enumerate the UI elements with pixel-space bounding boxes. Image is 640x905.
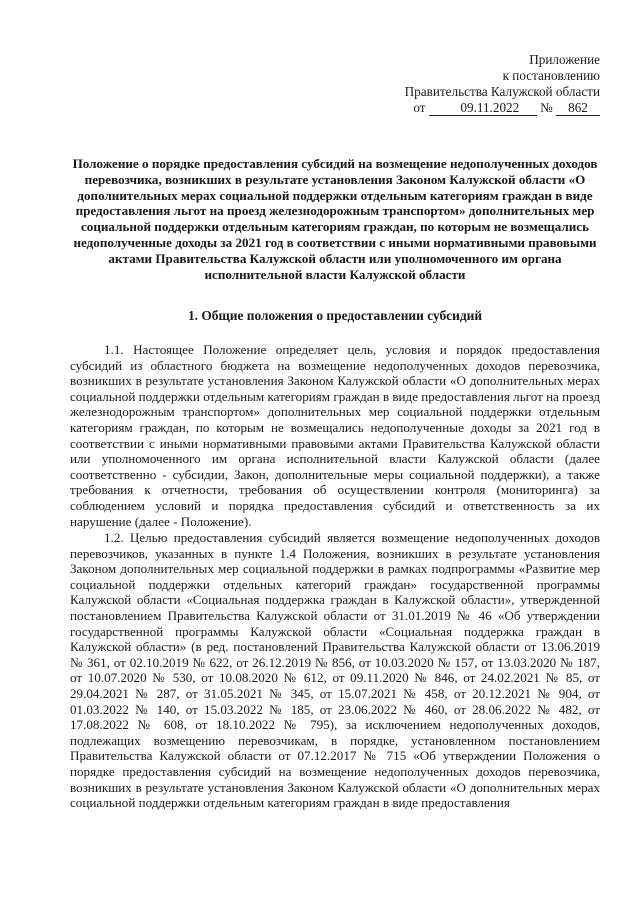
paragraph-1-1: 1.1. Настоящее Положение определяет цель, условия и порядок предоставления субсидий из областного бюджета на возмещение недополученных доходов перевозчика, возникших в результате установления Законом Калужской области «О дополнительных мерах социальной поддержки отдельным категориям граждан в виде предоставления льгот на проезд железнодорожным транспортом» дополнительных мер социальной поддержки отдельным категориям граждан, по которым не возмещались недополученные доходы за 2021 год в соответствии с иными нормативными правовыми актами Правительства Калужской области или уполномоченного им органа исполнительной власти Калужской области (далее соответственно - субсидии, Закон, дополнительные меры социальной поддержки), а также требования к отчетности, требования об осуществлении контроля (мониторинга) за соблюдением условий и порядка предоставления субсидий и ответственность за их нарушение (далее - Положение). xyxy=(70,341,601,529)
document-title: Положение о порядке предоставления субсидий на возмещение недополученных доходов перевозчика, возникших в результате установления Законом Калужской области «О дополнительных мерах социальной поддержки отдельным категориям граждан в виде предоставления льгот на проезд железнодорожным транспортом» дополнительных мер социальной поддержки отдельным категориям граждан, по которым не возмещались недополученные доходы за 2021 год в соответствии с иными нормативными правовыми актами Правительства Калужской области или уполномоченного им органа исполнительной власти Калужской области xyxy=(72,156,598,282)
appendix-date-number xyxy=(70,100,600,116)
appendix-issuer: Правительства Калужской области xyxy=(404,84,600,99)
section-heading: 1. Общие положения о предоставлении субсидий xyxy=(187,308,483,324)
appendix-reference: к постановлению xyxy=(502,68,600,83)
paragraph-1-2: 1.2. Целью предоставления субсидий является возмещение недополученных доходов перевозчиков, указанных в пункте 1.4 Положения, возникших в результате установления Законом дополнительных мер социальной поддержки в рамках подпрограммы «Развитие мер социальной поддержки отдельных категорий граждан» государственной программы Калужской области «Социальная поддержка граждан в Калужской области», утвержденной постановлением Правительства Калужской области от 31.01.2019 № 46 «Об утверждении государственной программы Калужской области «Социальная поддержка граждан в Калужской области» (в ред. постановлений Правительства Калужской области от 13.06.2019 № 361, от 02.10.2019 № 622, от 26.12.2019 № 856, от 10.03.2020 № 157, от 13.03.2020 № 187, от 10.07.2020 № 530, от 10.08.2020 № 612, от 09.11.2020 № 846, от 24.02.2021 № 85, от 29.04.2021 № 287, от 31.05.2021 № 345, от 15.07.2021 № 458, от 20.12.2021 № 904, от 01.03.2022 № 140, от 15.03.2022 № 185, от 23.06.2022 № 460, от 28.06.2022 № 482, от 17.08.2022 № 608, от 18.10.2022 № 795), за исключением недополученных доходов, подлежащих возмещению перевозчикам, в порядке, установленном постановлением Правительства Калужской области от 07.12.2017 № 715 «Об утверждении Положения о порядке предоставления субсидий на возмещение недополученных доходов перевозчика, возникших в результате установления Законом Калужской области «О дополнительных мерах социальной поддержки отдельным категориям граждан в виде предоставления xyxy=(70,530,600,811)
appendix-title: Приложение xyxy=(529,52,600,67)
resolution-number: 862 xyxy=(556,101,600,116)
resolution-date: 09.11.2022 xyxy=(429,101,537,116)
appendix-block xyxy=(70,52,600,116)
number-label: № xyxy=(540,100,553,115)
from-label: от xyxy=(413,100,426,115)
